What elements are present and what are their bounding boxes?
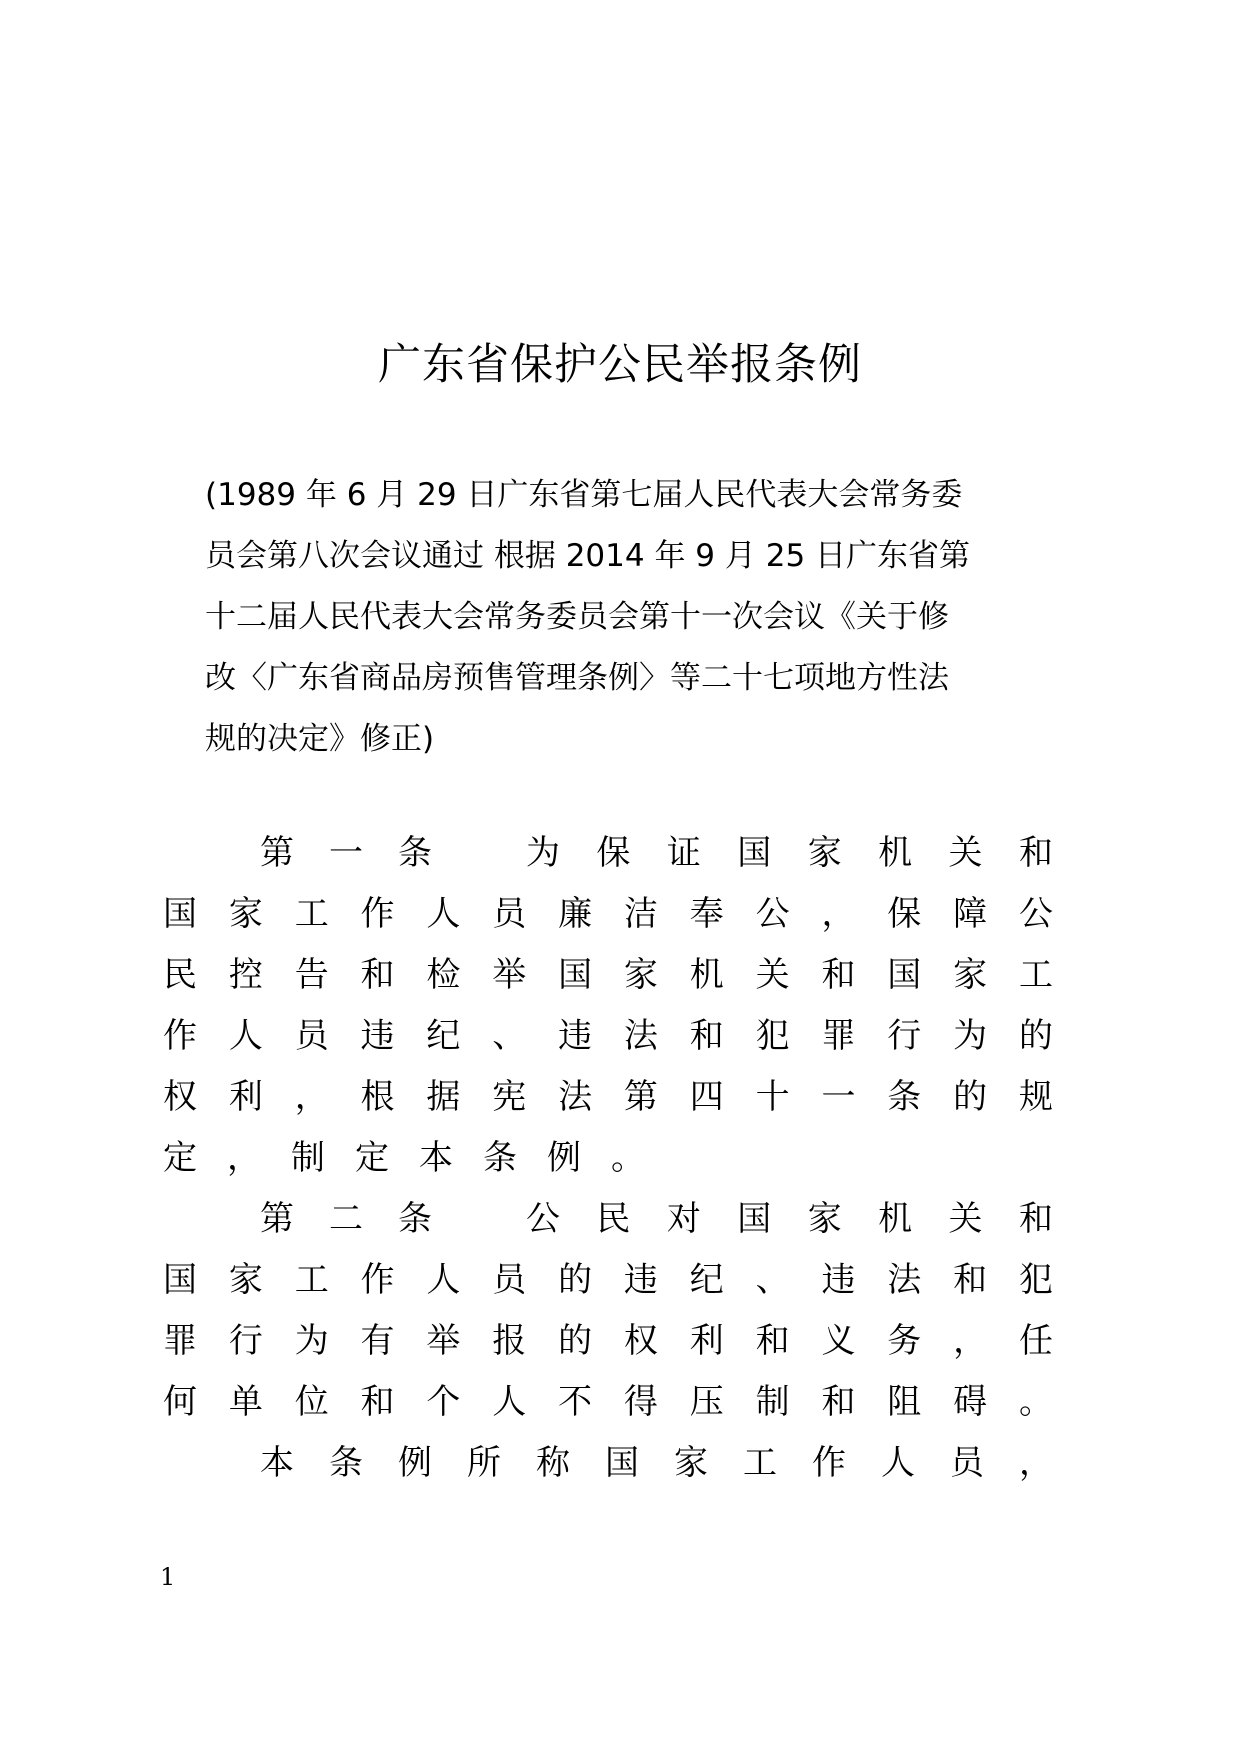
- text-char: 条: [398, 1199, 432, 1239]
- text-char: 作: [360, 894, 395, 934]
- text-char: ，: [227, 1138, 261, 1178]
- text-char: 所: [467, 1443, 501, 1483]
- text-char: 的: [953, 1077, 988, 1117]
- text-char: 的: [1018, 1016, 1053, 1056]
- text-char: 机: [878, 833, 913, 873]
- text-char: 障: [953, 894, 988, 934]
- text-char: 作: [163, 1016, 197, 1056]
- text-char: 违: [623, 1260, 658, 1300]
- text-char: 例: [398, 1443, 432, 1483]
- text-char: 工: [1018, 955, 1053, 995]
- text-char: 证: [666, 833, 701, 873]
- text-char: 法: [623, 1016, 658, 1056]
- text-char: 员: [492, 1260, 527, 1300]
- text-char: 和: [360, 955, 395, 995]
- text-char: 人: [426, 894, 461, 934]
- text-char: 为: [953, 1016, 988, 1056]
- text-char: 二: [329, 1199, 363, 1239]
- article-2-line: [163, 1260, 1053, 1321]
- text-char: 第: [260, 833, 294, 873]
- text-char: 公: [1018, 894, 1053, 934]
- text-char: 家: [807, 1199, 842, 1239]
- text-char: 家: [623, 955, 658, 995]
- text-char: 举: [492, 955, 527, 995]
- text-char: 工: [294, 894, 329, 934]
- text-char: 家: [228, 894, 263, 934]
- text-char: 第: [260, 1199, 294, 1239]
- page-title: 广东省保护公民举报条例: [378, 340, 862, 390]
- article-1-text-start: [526, 833, 1053, 894]
- text-char: 有: [360, 1321, 395, 1361]
- text-char: 报: [492, 1321, 527, 1361]
- text-char: 人: [426, 1260, 461, 1300]
- text-char: 为: [526, 833, 560, 873]
- text-char: 员: [950, 1443, 984, 1483]
- text-char: 法: [887, 1260, 922, 1300]
- text-char: 关: [948, 833, 983, 873]
- text-char: 民: [163, 955, 197, 995]
- text-char: 作: [812, 1443, 846, 1483]
- text-char: 国: [737, 833, 772, 873]
- text-char: 定: [163, 1138, 197, 1178]
- text-char: 控: [228, 955, 263, 995]
- text-char: 工: [743, 1443, 777, 1483]
- article-1-line: [163, 1016, 1053, 1077]
- text-char: 告: [294, 955, 329, 995]
- text-char: 法: [558, 1077, 593, 1117]
- article-1-last-line: [163, 1138, 1053, 1199]
- text-char: 人: [492, 1382, 527, 1422]
- text-char: 宪: [492, 1077, 527, 1117]
- text-char: 不: [558, 1382, 593, 1422]
- text-char: 犯: [1018, 1260, 1053, 1300]
- text-char: 的: [558, 1321, 593, 1361]
- text-char: 定: [355, 1138, 389, 1178]
- article-2-line: [163, 1321, 1053, 1382]
- article-2-heading: [260, 1199, 432, 1260]
- text-char: 公: [526, 1199, 560, 1239]
- text-char: 和: [821, 955, 856, 995]
- text-char: 作: [360, 1260, 395, 1300]
- text-char: 例: [547, 1138, 581, 1178]
- text-char: 国: [737, 1199, 772, 1239]
- text-char: 家: [953, 955, 988, 995]
- adoption-note: [205, 475, 1045, 780]
- text-char: 务: [887, 1321, 922, 1361]
- text-char: 一: [329, 833, 363, 873]
- text-char: 权: [163, 1077, 197, 1117]
- text-char: 、: [492, 1016, 527, 1056]
- articles-body: [163, 833, 1053, 1504]
- text-char: 和: [689, 1016, 724, 1056]
- text-char: 人: [228, 1016, 263, 1056]
- text-char: 罪: [163, 1321, 197, 1361]
- article-1-heading: [260, 833, 432, 894]
- text-char: 压: [689, 1382, 724, 1422]
- text-char: 据: [426, 1077, 461, 1117]
- text-char: 利: [689, 1321, 724, 1361]
- text-char: 个: [426, 1382, 461, 1422]
- text-char: 国: [163, 1260, 197, 1300]
- text-char: 条: [329, 1443, 363, 1483]
- text-char: 洁: [623, 894, 658, 934]
- text-char: 为: [294, 1321, 329, 1361]
- adoption-note-line: 员会第八次会议通过 根据 2014 年 9 月 25 日广东省第: [205, 538, 971, 574]
- text-char: 家: [674, 1443, 708, 1483]
- text-char: 机: [689, 955, 724, 995]
- text-char: 条: [398, 833, 432, 873]
- text-char: 单: [228, 1382, 263, 1422]
- text-char: 、: [755, 1260, 790, 1300]
- text-char: 规: [1018, 1077, 1053, 1117]
- text-char: 制: [291, 1138, 325, 1178]
- text-char: 纪: [426, 1016, 461, 1056]
- text-char: 检: [426, 955, 461, 995]
- adoption-note-line: (1989 年 6 月 29 日广东省第七届人民代表大会常务委: [205, 477, 963, 513]
- text-char: 。: [1018, 1382, 1053, 1422]
- text-char: 家: [228, 1260, 263, 1300]
- text-char: 行: [887, 1016, 922, 1056]
- text-char: 员: [492, 894, 527, 934]
- text-char: 关: [948, 1199, 983, 1239]
- text-char: 对: [666, 1199, 701, 1239]
- adoption-note-line: 改〈广东省商品房预售管理条例〉等二十七项地方性法: [205, 660, 949, 696]
- article-1-line: [163, 955, 1053, 1016]
- text-char: 和: [1018, 1199, 1053, 1239]
- text-char: 本: [260, 1443, 294, 1483]
- text-char: 和: [821, 1382, 856, 1422]
- text-char: 权: [623, 1321, 658, 1361]
- text-char: 和: [360, 1382, 395, 1422]
- adoption-note-line: 十二届人民代表大会常务委员会第十一次会议《关于修: [205, 599, 949, 635]
- text-char: 家: [807, 833, 842, 873]
- text-char: 碍: [953, 1382, 988, 1422]
- text-char: 义: [821, 1321, 856, 1361]
- text-char: 公: [755, 894, 790, 934]
- article-1-line: [163, 1077, 1053, 1138]
- text-char: 国: [558, 955, 593, 995]
- text-char: 违: [558, 1016, 593, 1056]
- text-char: 奉: [689, 894, 724, 934]
- text-char: 和: [755, 1321, 790, 1361]
- article-1-first-line: [163, 833, 1053, 894]
- text-char: 一: [821, 1077, 856, 1117]
- text-char: 称: [536, 1443, 570, 1483]
- text-char: ，: [294, 1077, 329, 1117]
- text-char: 保: [887, 894, 922, 934]
- text-char: 和: [953, 1260, 988, 1300]
- article-1-line: [163, 894, 1053, 955]
- article-2-text-start: [526, 1199, 1053, 1260]
- text-char: 罪: [821, 1016, 856, 1056]
- text-char: 犯: [755, 1016, 790, 1056]
- text-char: 机: [878, 1199, 913, 1239]
- text-char: 条: [887, 1077, 922, 1117]
- text-char: 人: [881, 1443, 915, 1483]
- text-char: 廉: [558, 894, 593, 934]
- text-char: 员: [294, 1016, 329, 1056]
- article-2-line: [163, 1382, 1053, 1443]
- text-char: 位: [294, 1382, 329, 1422]
- text-char: ，: [821, 894, 856, 934]
- text-char: ，: [1019, 1443, 1053, 1483]
- page-number: 1: [160, 1563, 176, 1591]
- text-char: 违: [360, 1016, 395, 1056]
- text-char: 制: [755, 1382, 790, 1422]
- text-char: 保: [596, 833, 631, 873]
- adoption-note-line: 规的决定》修正): [205, 721, 435, 757]
- text-char: 关: [755, 955, 790, 995]
- text-char: 得: [623, 1382, 658, 1422]
- text-char: 第: [623, 1077, 658, 1117]
- text-char: 国: [605, 1443, 639, 1483]
- article-2-first-line: [163, 1199, 1053, 1260]
- text-char: 举: [426, 1321, 461, 1361]
- text-char: 的: [558, 1260, 593, 1300]
- text-char: 民: [596, 1199, 631, 1239]
- text-char: 阻: [887, 1382, 922, 1422]
- text-char: 行: [228, 1321, 263, 1361]
- article-2-paragraph-2-line: [163, 1443, 1053, 1504]
- text-char: 条: [483, 1138, 517, 1178]
- text-char: 和: [1018, 833, 1053, 873]
- text-char: 何: [163, 1382, 197, 1422]
- text-char: 本: [419, 1138, 453, 1178]
- text-char: ，: [953, 1321, 988, 1361]
- text-char: 。: [611, 1138, 645, 1178]
- text-char: 四: [689, 1077, 724, 1117]
- text-char: 根: [360, 1077, 395, 1117]
- text-char: 违: [821, 1260, 856, 1300]
- text-char: 国: [163, 894, 197, 934]
- text-char: 国: [887, 955, 922, 995]
- text-char: 利: [228, 1077, 263, 1117]
- text-char: 工: [294, 1260, 329, 1300]
- text-char: 纪: [689, 1260, 724, 1300]
- text-char: 任: [1018, 1321, 1053, 1361]
- text-char: 十: [755, 1077, 790, 1117]
